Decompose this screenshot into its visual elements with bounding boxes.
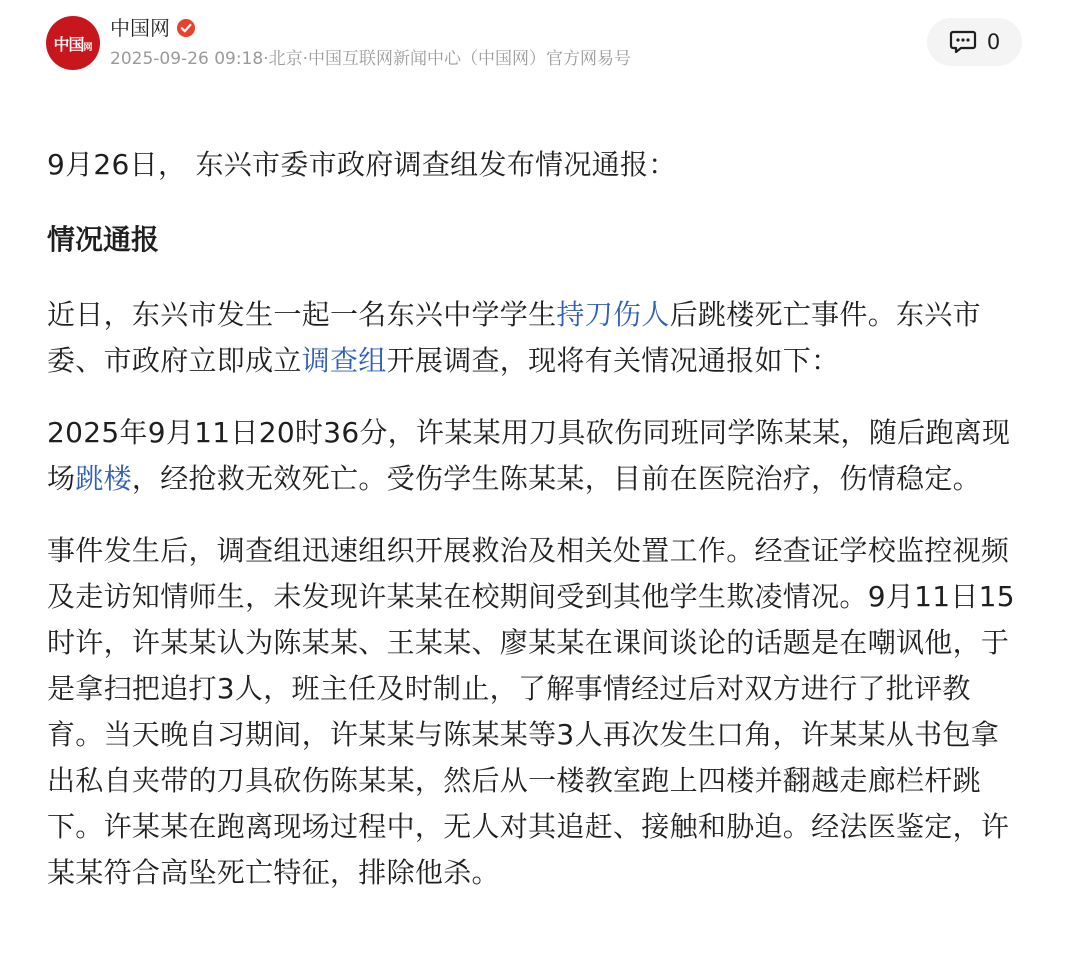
article-body xyxy=(47,142,1027,896)
paragraph-text: 2025年9月11日20时36分，许某某用刀具砍伤同班同学陈某某，随后跑离现场 xyxy=(47,416,1011,495)
paragraph-text: 后跳楼死亡事件。东兴市委、市政府立即成立 xyxy=(47,298,981,377)
account-name-row[interactable] xyxy=(110,15,196,41)
keyword-link-tiaolou[interactable]: 跳楼 xyxy=(75,462,132,495)
account-name[interactable]: 中国网 xyxy=(110,16,170,40)
article-paragraph-1 xyxy=(47,292,1027,384)
avatar[interactable] xyxy=(46,16,100,70)
publish-meta: 2025-09-26 09:18·北京·中国互联网新闻中心（中国网）官方网易号 xyxy=(110,49,631,69)
verified-badge-icon xyxy=(176,18,196,38)
keyword-link-diaochazu[interactable]: 调查组 xyxy=(301,344,387,377)
keyword-link-chidaoshangren[interactable]: 持刀伤人 xyxy=(556,298,670,331)
paragraph-text: ，经抢救无效死亡。受伤学生陈某某，目前在医院治疗，伤情稳定。 xyxy=(131,462,981,495)
article-paragraph-2 xyxy=(47,410,1027,502)
avatar-logo-mark: 中国网 xyxy=(53,34,93,54)
paragraph-text: 近日，东兴市发生一起一名东兴中学学生 xyxy=(47,298,557,331)
article-header xyxy=(0,0,1080,90)
article-heading: 情况通报 xyxy=(47,223,160,256)
comment-button[interactable] xyxy=(927,18,1022,66)
article-paragraph-3: 事件发生后，调查组迅速组织开展救治及相关处置工作。经查证学校监控视频及走访知情师生，未发现许某某在校期间受到其他学生欺凌情况。9月11日15时许，许某某认为陈某某、王某某、廖某某在课间谈论的话题是在嘲讽他，于是拿扫把追打3人，班主任及时制止，了解事情经过后对双方进行了批评教育。当天晚自习期间，许某某与陈某某等3人再次发生口角，许某某从书包拿出私自夹带的刀具砍伤陈某某，然后从一楼教室跑上四楼并翻越走廊栏杆跳下。许某某在跑离现场过程中，无人对其追赶、接触和胁迫。经法医鉴定，许某某符合高坠死亡特征，排除他杀。 xyxy=(47,534,1015,889)
comment-bubble-icon xyxy=(949,29,977,55)
comment-count: 0 xyxy=(986,30,1001,54)
paragraph-text: 开展调查，现将有关情况通报如下： xyxy=(386,344,840,377)
article-intro: 9月26日， 东兴市委市政府调查组发布情况通报： xyxy=(47,148,677,181)
